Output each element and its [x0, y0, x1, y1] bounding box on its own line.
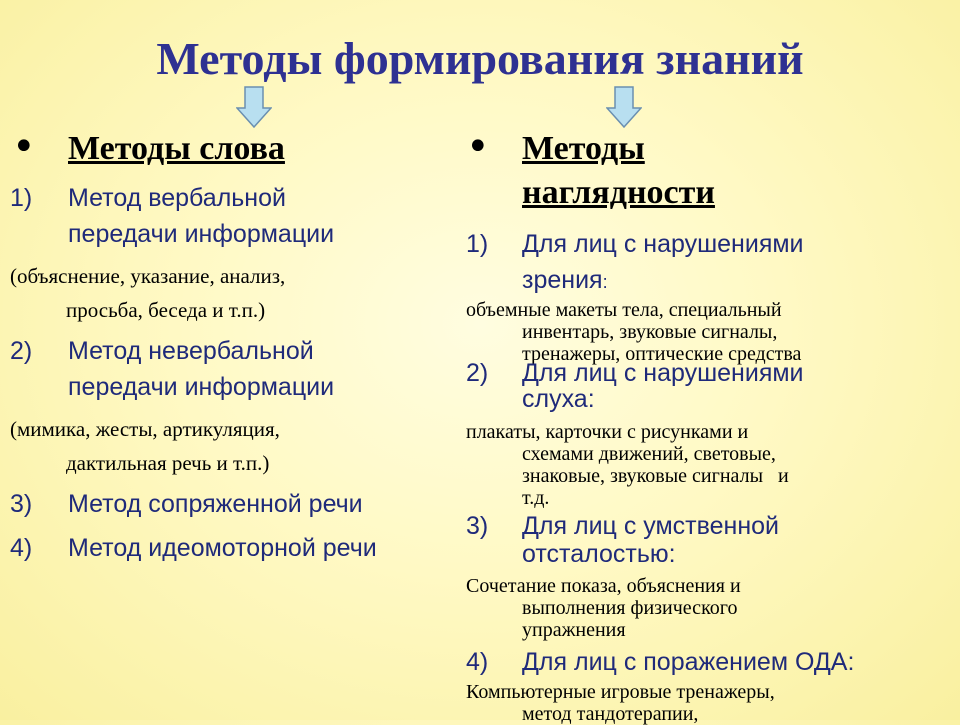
list-item — [522, 512, 779, 568]
list-item-line: отсталостью: — [522, 540, 676, 568]
note-line: схемами движений, световые, — [522, 443, 776, 465]
note-line: Сочетание показа, объяснения и — [466, 575, 741, 597]
right-heading — [522, 127, 715, 215]
list-note — [10, 412, 280, 480]
list-item-line: Для лиц с умственной — [522, 512, 780, 540]
note-line: выполнения физического — [522, 597, 738, 619]
note-line: объемные макеты тела, специальный — [466, 299, 782, 321]
page-title: Методы формирования знаний — [156, 33, 804, 84]
list-item: Метод идеомоторной речи — [68, 534, 377, 562]
list-number: 1) — [466, 230, 489, 258]
list-item-line: Для лиц с нарушениями — [522, 230, 804, 258]
list-item-line: передачи информации — [68, 373, 335, 401]
list-number: 3) — [10, 490, 33, 518]
heading-line: Методы — [522, 130, 645, 167]
down-arrow-icon — [236, 86, 272, 128]
list-item — [522, 360, 804, 412]
note-line: (объяснение, указание, анализ, — [10, 264, 286, 288]
note-line: плакаты, карточки с рисунками и — [466, 421, 749, 443]
note-line: (мимика, жесты, артикуляция, — [10, 417, 280, 441]
note-line: просьба, беседа и т.п.) — [66, 298, 266, 322]
list-number: 2) — [466, 359, 489, 387]
note-line: метод тандотерапии, — [522, 703, 699, 725]
note-line: тренажеры, оптические средства — [522, 343, 802, 365]
list-note — [10, 259, 285, 327]
list-item-suffix: : — [602, 272, 608, 292]
list-item-line: Для лиц с нарушениями — [522, 359, 804, 387]
list-number: 4) — [466, 648, 489, 676]
list-item-line: Метод вербальной — [68, 184, 286, 212]
list-item: Для лиц с поражением ОДА: — [522, 648, 855, 676]
note-line: упражнения — [522, 619, 626, 641]
list-item — [68, 180, 334, 252]
list-note — [466, 299, 801, 365]
list-number: 3) — [466, 512, 489, 540]
note-line: Компьютерные игровые тренажеры, — [466, 681, 775, 703]
list-item-line: передачи информации — [68, 220, 335, 248]
heading-line: наглядности — [522, 174, 715, 211]
list-item — [522, 226, 804, 300]
list-item: Метод сопряженной речи — [68, 490, 363, 518]
note-line: т.д. — [522, 487, 550, 509]
note-line: знаковые, звуковые сигналы и — [522, 465, 789, 487]
note-line: дактильная речь и т.п.) — [66, 451, 270, 475]
list-number: 2) — [10, 337, 33, 365]
list-item-line: слуха: — [522, 385, 595, 413]
bullet-icon: • — [12, 124, 36, 170]
bullet-icon: • — [466, 124, 490, 170]
list-note — [466, 575, 741, 641]
list-item-line — [522, 262, 804, 300]
left-heading: Методы слова — [68, 130, 285, 167]
list-number: 1) — [10, 184, 33, 212]
note-line: инвентарь, звуковые сигналы, — [522, 321, 778, 343]
list-number: 4) — [10, 534, 33, 562]
list-note — [466, 681, 775, 725]
list-note — [466, 421, 789, 509]
list-item — [68, 333, 334, 405]
list-item-text: зрения — [522, 266, 603, 294]
list-item-line: Метод невербальной — [68, 337, 314, 365]
down-arrow-icon — [606, 86, 642, 128]
